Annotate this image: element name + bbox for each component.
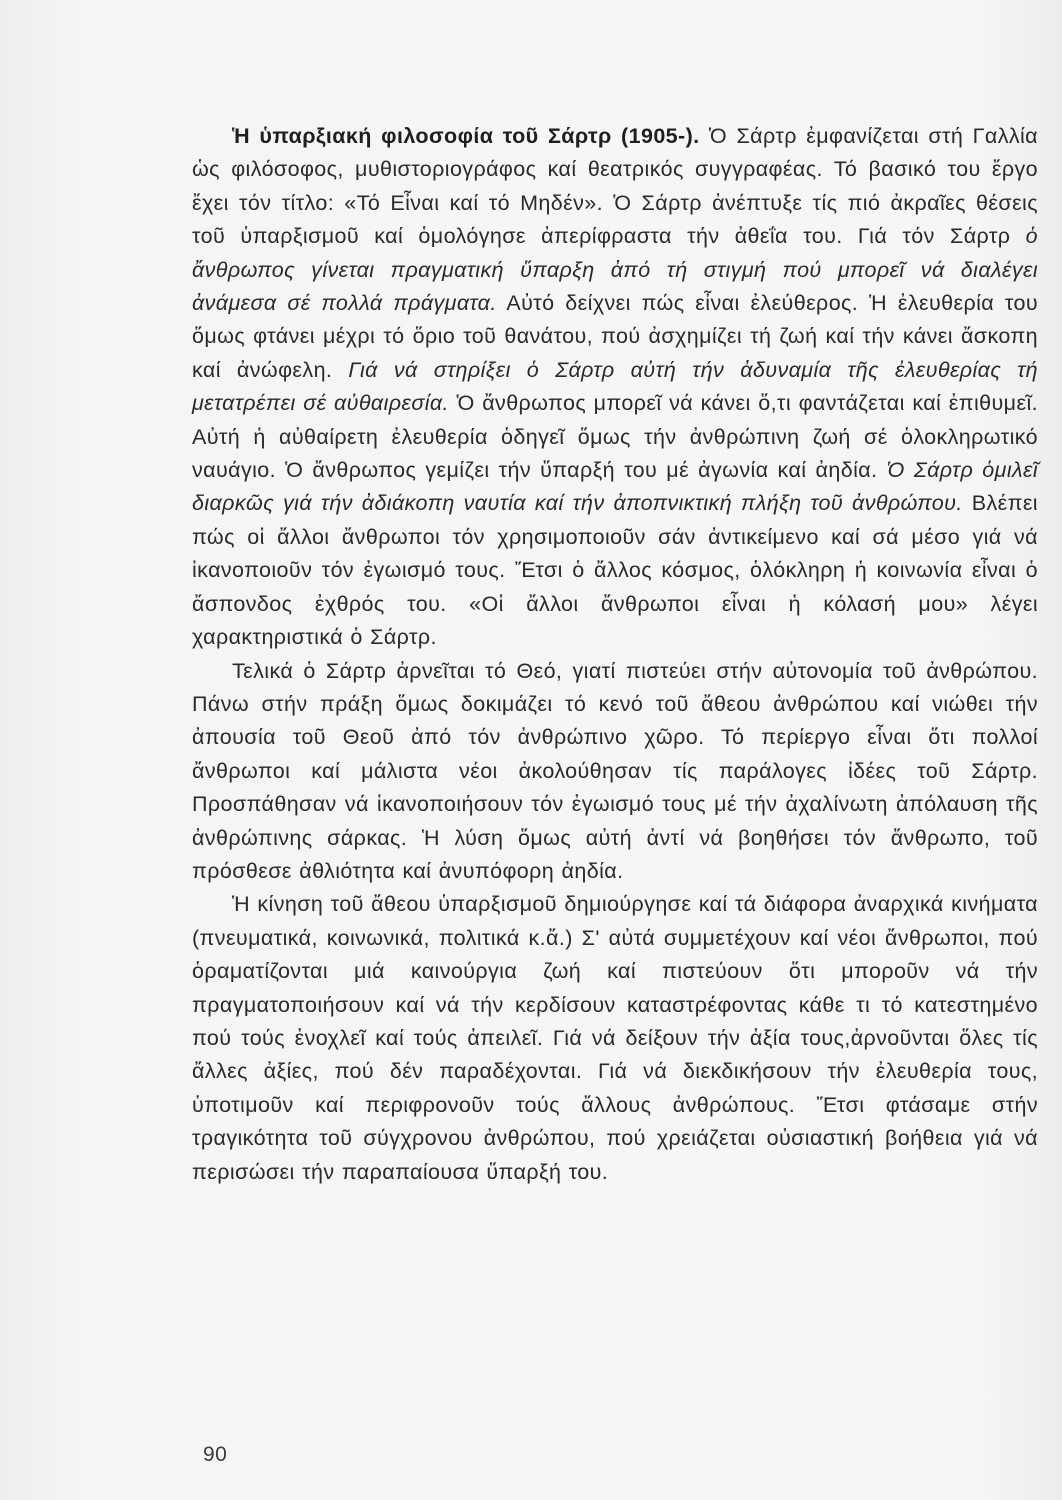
text-run: Ὁ Σάρτρ ἐμφανίζεται στή Γαλλία ὡς φιλόσοφος, μυθιστοριογράφος καί θεατρικός συγγραφέας. Τό βασικό του ἔργο ἔχει τόν τίτλο: «Τό Εἶναι καί τό Μηδέν». Ὁ Σάρτρ ἀνέπτυξε τίς πιό ἀκραῖες θέσεις τοῦ ὑπαρξισμοῦ καί ὁμολόγησε ἀπερίφραστα τήν ἀθεΐα του. Γιά τόν Σάρτρ (192, 124, 1039, 249)
paragraph-rejection-of-god: Τελικά ὁ Σάρτρ ἀρνεῖται τό Θεό, γιατί πιστεύει στήν αὐτονομία τοῦ ἀνθρώπου. Πάνω στήν πράξη ὅμως δοκιμάζει τό κενό τοῦ ἄθεου ἀνθρώπου καί νιώθει τήν ἀπουσία τοῦ Θεοῦ ἀπό τόν ἀνθρώπινο χῶρο. Τό περίεργο εἶναι ὅτι πολλοί ἄνθρωποι καί μάλιστα νέοι ἀκολούθησαν τίς παράλογες ἰδέες τοῦ Σάρτρ. Προσπάθησαν νά ἱκανοποιήσουν τόν ἐγωισμό τους μέ τήν ἀχαλίνωτη ἀπόλαυση τῆς ἀνθρώπινης σάρκας. Ἡ λύση ὅμως αὐτή ἀντί νά βοηθήσει τόν ἄνθρωπο, τοῦ πρόσθεσε ἀθλιότητα καί ἀνυπόφορη ἀηδία. (192, 658, 1038, 883)
italic-text-run: Ὁ Σάρτρ ὁμιλεῖ διαρκῶς γιά τήν ἀδιάκοπη ναυτία καί τήν ἀποπνικτική πλήξη τοῦ ἀνθρώπου. (192, 458, 1038, 516)
italic-text-run: Γιά νά στηρίξει ὁ Σάρτρ αὐτή τήν ἀδυναμία τῆς ἐλευθερίας τή μετατρέπει σέ αὐθαιρεσία. (192, 357, 1039, 416)
text-run: Αὐτό δείχνει πώς εἶναι ἐλεύθερος. Ἡ ἐλευθερία του ὅμως φτάνει μέχρι τό ὅριο τοῦ θανάτου, πού ἀσχημίζει τή ζωή καί τήν κάνει ἄσκοπη καί ἀνώφελη. (192, 291, 1038, 382)
italic-text-run: ὁ ἄνθρωπος γίνεται πραγματική ὕπαρξη ἀπό τή στιγμή πού μπορεῖ νά διαλέγει ἀνάμεσα σέ πολλά πράγματα. (192, 224, 1038, 316)
page-number: 90 (203, 1443, 228, 1466)
paragraph-sartre-intro (192, 120, 1038, 655)
text-run: Ὁ ἄνθρωπος μπορεῖ νά κάνει ὅ,τι φαντάζεται καί ἐπιθυμεῖ. Αὐτή ἡ αὐθαίρετη ἐλευθερία ὁδηγεῖ ὅμως τήν ἀνθρώπινη ζωή σέ ὁλοκληρωτικό ναυάγιο. Ὁ ἄνθρωπος γεμίζει τήν ὕπαρξή του μέ ἀγωνία καί ἀηδία. (192, 391, 1039, 483)
paragraph-anarchic-movements: Ἡ κίνηση τοῦ ἄθεου ὑπαρξισμοῦ δημιούργησε καί τά διάφορα ἀναρχικά κινήματα (πνευματικά, κοινωνικά, πολιτικά κ.ἄ.) Σ' αὐτά συμμετέχουν καί νέοι ἄνθρωποι, πού ὁραματίζονται μιά καινούργια ζωή καί πιστεύουν ὅτι μποροῦν νά τήν πραγματοποιήσουν καί νά τήν κερδίσουν καταστρέφοντας κάθε τι τό κατεστημένο πού τούς ἐνοχλεῖ καί τούς ἀπειλεῖ. Γιά νά δείξουν τήν ἀξία τους,ἀρνοῦνται ὅλες τίς ἄλλες ἀξίες, πού δέν παραδέχονται. Γιά νά διεκδικήσουν τήν ἐλευθερία τους, ὑποτιμοῦν καί περιφρονοῦν τούς ἄλλους ἀνθρώπους. Ἔτσι φτάσαμε στήν τραγικότητα τοῦ σύγχρονου ἀνθρώπου, πού χρειάζεται οὐσιαστική βοήθεια γιά νά περισώσει τήν παραπαίουσα ὕπαρξή του. (192, 892, 1038, 1184)
text-run: Βλέπει πώς οἱ ἄλλοι ἄνθρωποι τόν χρησιμοποιοῦν σάν ἀντικείμενο καί σά μέσο γιά νά ἱκανοποιοῦν τόν ἐγωισμό τους. Ἔτσι ὁ ἄλλος κόσμος, ὁλόκληρη ἡ κοινωνία εἶναι ὁ ἄσπονδος ἐχθρός του. «Οἱ ἄλλοι ἄνθρωποι εἶναι ἡ κόλασή μου» λέγει χαρακτηριστικά ὁ Σάρτρ. (192, 491, 1038, 650)
body-text (192, 120, 1038, 1189)
section-heading: Ἡ ὑπαρξιακή φιλοσοφία τοῦ Σάρτρ (1905-). (232, 124, 700, 148)
